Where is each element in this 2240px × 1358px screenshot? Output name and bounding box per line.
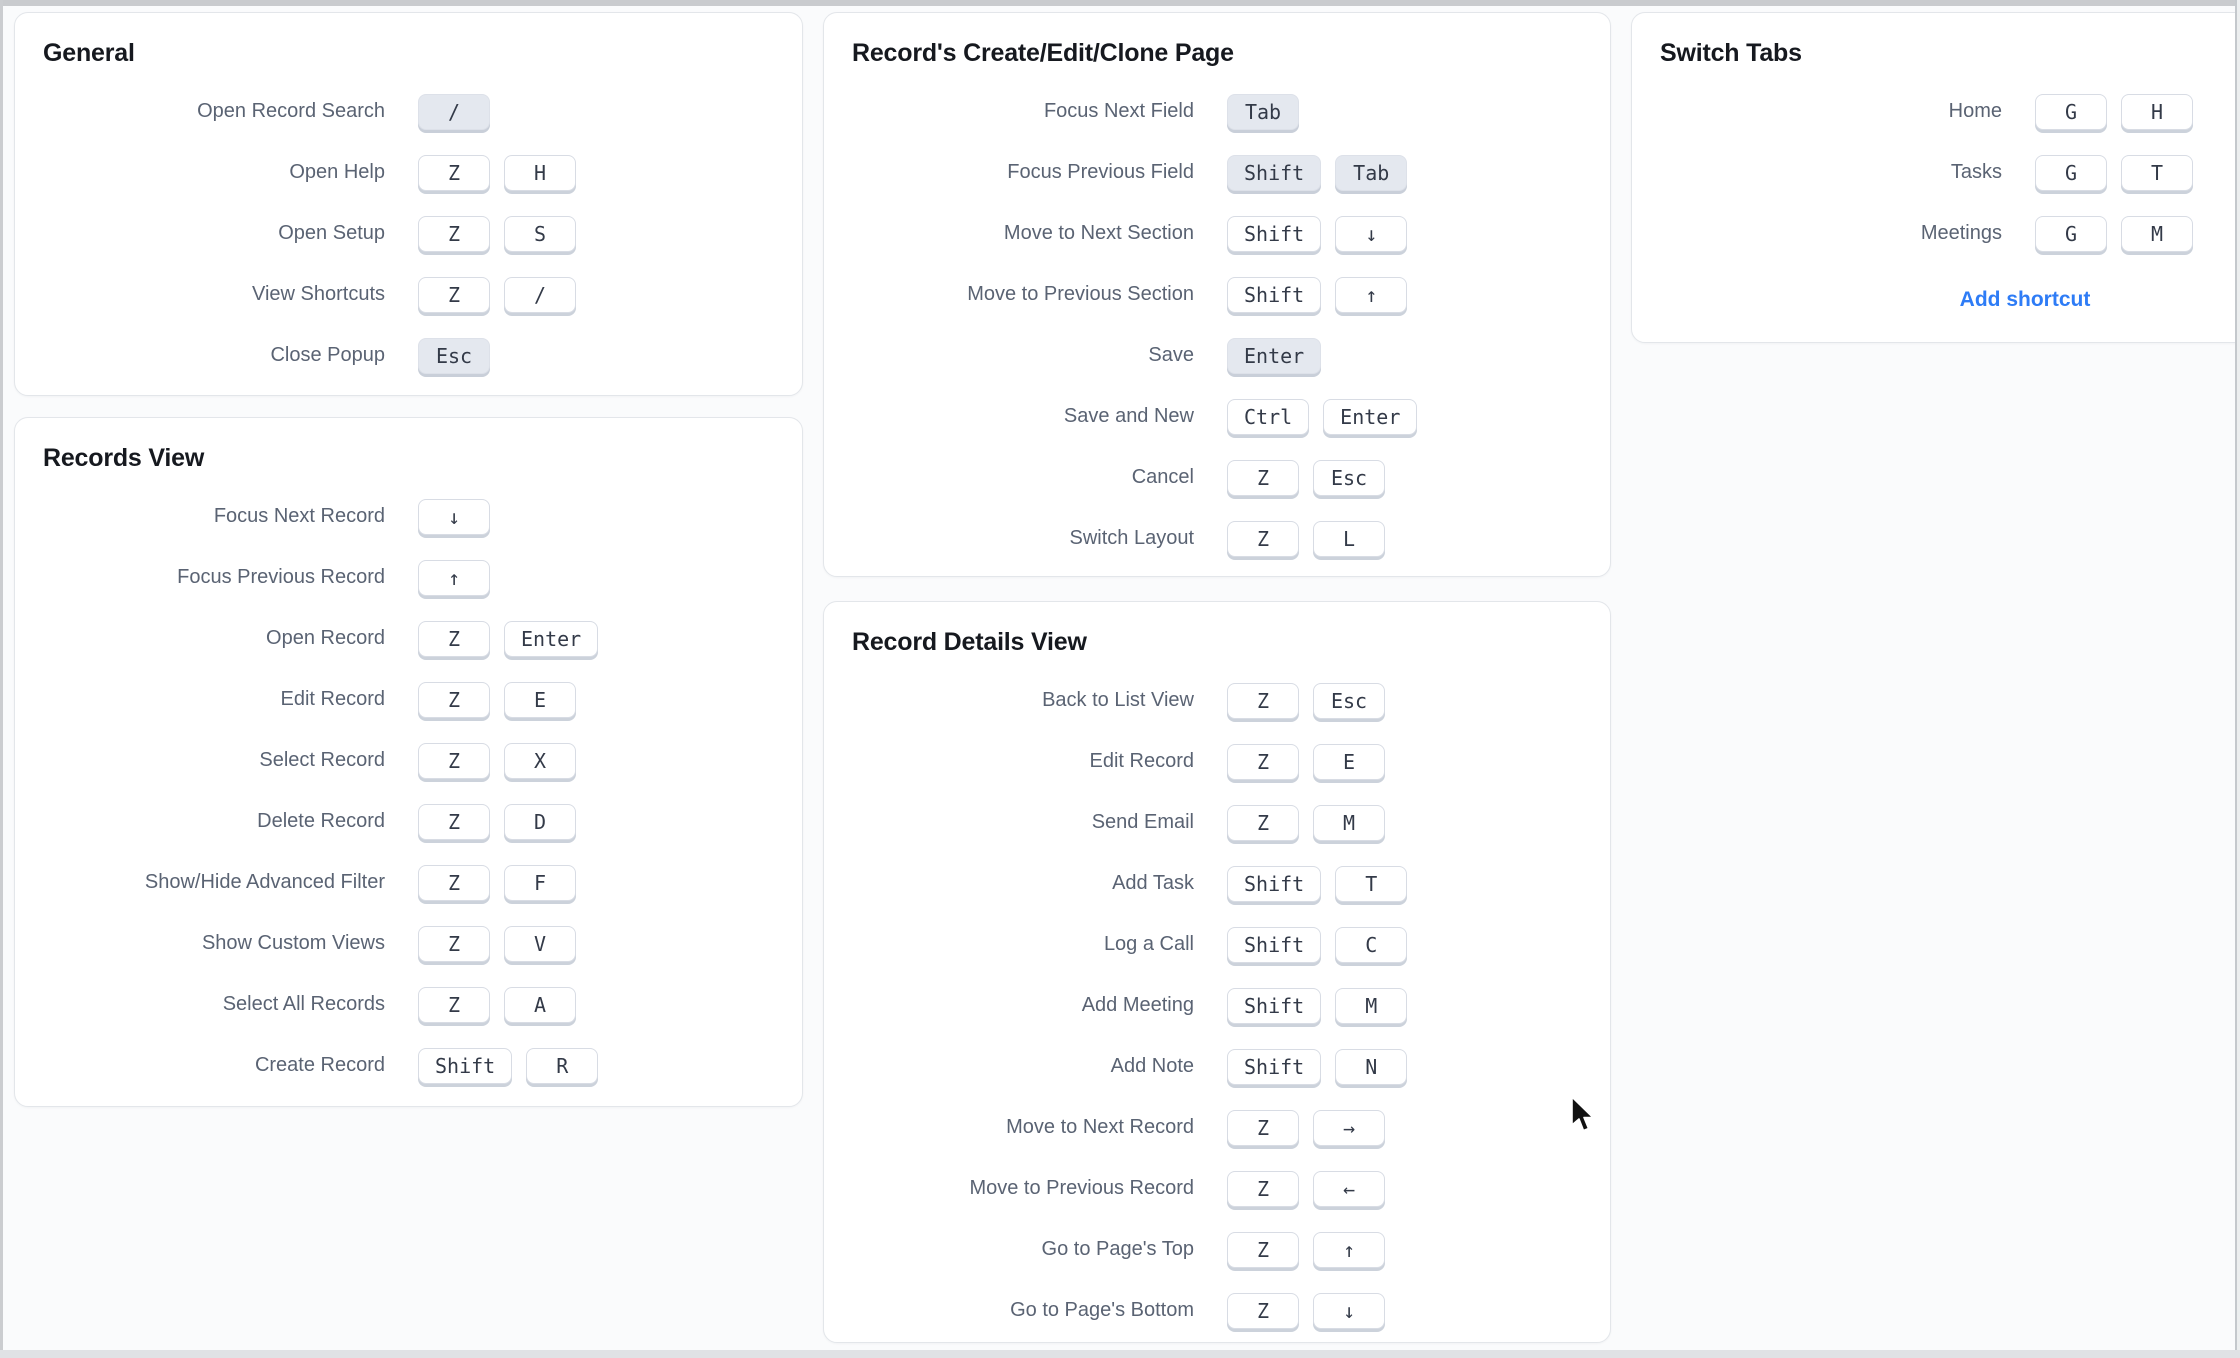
z-key: Z [1227,805,1299,841]
r-key: R [526,1048,598,1084]
shortcut-keys [418,94,490,130]
shortcut-keys [418,743,576,779]
slash-key: / [418,94,490,130]
shift-key: Shift [1227,216,1321,252]
mouse-cursor-icon [1570,1096,1596,1134]
shortcut-label: Move to Next Record [1006,1116,1194,1138]
shortcut-row-records-view-1 [43,547,774,608]
z-key: Z [418,216,490,252]
z-key: Z [1227,1232,1299,1268]
shortcut-row-general-2 [43,203,774,264]
e-key: E [1313,744,1385,780]
esc-key: Esc [1313,460,1385,496]
s-key: S [504,216,576,252]
shortcut-label: Cancel [1131,466,1194,488]
shortcut-row-records-view-2 [43,608,774,669]
g-key: G [2035,155,2107,191]
shortcut-keys [418,155,576,191]
shortcut-row-record-create-edit-clone-2 [852,203,1582,264]
panel-record-create-edit-clone [823,12,1611,577]
shortcut-row-record-details-view-4 [852,914,1582,975]
shortcut-keys [1227,1049,1407,1085]
z-key: Z [418,621,490,657]
shortcut-label: Tasks [1950,161,2002,183]
shortcut-keys [1227,744,1385,780]
shortcut-label: Edit Record [1089,750,1194,772]
shortcut-row-switch-tabs-1 [1660,142,2240,203]
shortcut-row-record-details-view-0 [852,670,1582,731]
shortcut-keys [1227,1171,1385,1207]
h-key: H [2121,94,2193,130]
panel-title-record-details-view: Record Details View [852,628,1087,656]
shortcut-row-records-view-8 [43,974,774,1035]
shortcut-row-records-view-7 [43,913,774,974]
arrow-right-key: → [1313,1110,1385,1146]
shortcut-keys [2035,94,2193,130]
z-key: Z [418,804,490,840]
shortcut-keys [1227,277,1407,313]
t-key: T [2121,155,2193,191]
l-key: L [1313,521,1385,557]
slash-key: / [504,277,576,313]
shortcut-label: Show Custom Views [201,932,385,954]
shortcut-label: Switch Layout [1069,527,1194,549]
shortcut-row-record-details-view-9 [852,1219,1582,1280]
panel-title-general: General [43,39,135,67]
shortcut-row-record-create-edit-clone-3 [852,264,1582,325]
shortcut-keys [418,560,490,596]
c-key: C [1335,927,1407,963]
panel-switch-tabs [1631,12,2240,343]
shortcut-keys [418,804,576,840]
z-key: Z [1227,521,1299,557]
arrow-down-key: ↓ [1313,1293,1385,1329]
shortcut-keys [1227,1293,1385,1329]
shortcut-row-record-details-view-3 [852,853,1582,914]
shortcut-keys [418,499,490,535]
shortcut-label: Open Help [289,161,385,183]
shortcut-label: Open Record Search [197,100,385,122]
shortcut-keys [1227,927,1407,963]
x-key: X [504,743,576,779]
shortcut-label: Log a Call [1103,933,1194,955]
shortcut-row-records-view-6 [43,852,774,913]
z-key: Z [1227,1110,1299,1146]
m-key: M [2121,216,2193,252]
arrow-up-key: ↑ [1335,277,1407,313]
shortcut-row-switch-tabs-0 [1660,81,2240,142]
shortcut-row-record-details-view-5 [852,975,1582,1036]
z-key: Z [418,987,490,1023]
shortcut-label: Save and New [1063,405,1194,427]
shortcut-label: Open Record [266,627,385,649]
shortcut-label: Move to Next Section [1003,222,1194,244]
shortcut-label: Go to Page's Bottom [1010,1299,1194,1321]
shortcut-row-records-view-0 [43,486,774,547]
z-key: Z [1227,1171,1299,1207]
shortcut-label: Edit Record [280,688,385,710]
shortcut-keys [418,682,576,718]
window-edge-left [0,0,3,1358]
shortcut-keys [1227,866,1407,902]
tab-key: Tab [1227,94,1299,130]
m-key: M [1335,988,1407,1024]
shortcut-keys [1227,155,1407,191]
panel-records-view [14,417,803,1107]
shortcut-label: Back to List View [1042,689,1194,711]
add-shortcut-link[interactable]: Add shortcut [1959,288,2091,311]
shortcut-label: Add Note [1110,1055,1194,1077]
shortcut-label: Home [1948,100,2002,122]
shortcut-keys [1227,1110,1385,1146]
n-key: N [1335,1049,1407,1085]
d-key: D [504,804,576,840]
shortcut-keys [1227,988,1407,1024]
shortcut-keys [1227,1232,1385,1268]
shortcut-label: Focus Next Record [213,505,385,527]
window-edge-top [0,0,2240,6]
shortcut-keys [1227,216,1407,252]
shortcut-keys [418,987,576,1023]
g-key: G [2035,216,2107,252]
z-key: Z [1227,744,1299,780]
g-key: G [2035,94,2107,130]
e-key: E [504,682,576,718]
shortcut-label: Select Record [259,749,385,771]
arrow-up-key: ↑ [418,560,490,596]
shortcut-label: Add Task [1112,872,1194,894]
shortcut-label: Save [1148,344,1194,366]
shortcut-keys [1227,399,1417,435]
enter-key: Enter [504,621,598,657]
panel-record-details-view [823,601,1611,1343]
v-key: V [504,926,576,962]
window-edge-bottom [0,1350,2240,1358]
shortcut-label: Focus Next Field [1043,100,1194,122]
shortcut-keys [1227,521,1385,557]
shortcut-label: Meetings [1920,222,2002,244]
shift-key: Shift [418,1048,512,1084]
m-key: M [1313,805,1385,841]
z-key: Z [418,682,490,718]
shortcut-row-general-1 [43,142,774,203]
shortcut-row-record-details-view-6 [852,1036,1582,1097]
shortcut-label: Focus Previous Field [1007,161,1194,183]
shortcut-row-records-view-4 [43,730,774,791]
shortcut-row-record-details-view-7 [852,1097,1582,1158]
panel-title-switch-tabs: Switch Tabs [1660,39,1802,67]
shortcut-row-record-create-edit-clone-0 [852,81,1582,142]
shortcut-label: Go to Page's Top [1041,1238,1194,1260]
shortcut-keys [418,865,576,901]
shortcut-row-general-4 [43,325,774,386]
arrow-up-key: ↑ [1313,1232,1385,1268]
shift-key: Shift [1227,927,1321,963]
shortcut-keys [1227,805,1385,841]
shortcut-row-general-0 [43,81,774,142]
shortcut-label: Focus Previous Record [177,566,385,588]
shortcut-row-records-view-3 [43,669,774,730]
arrow-down-key: ↓ [1335,216,1407,252]
enter-key: Enter [1323,399,1417,435]
z-key: Z [1227,460,1299,496]
panel-title-records-view: Records View [43,444,205,472]
f-key: F [504,865,576,901]
shortcut-row-switch-tabs-2 [1660,203,2240,264]
z-key: Z [418,277,490,313]
shortcut-keys [418,926,576,962]
shortcut-keys [1227,338,1321,374]
shortcut-label: Move to Previous Record [969,1177,1194,1199]
z-key: Z [1227,1293,1299,1329]
enter-key: Enter [1227,338,1321,374]
h-key: H [504,155,576,191]
ctrl-key: Ctrl [1227,399,1309,435]
arrow-left-key: ← [1313,1171,1385,1207]
z-key: Z [418,743,490,779]
shortcut-row-records-view-9 [43,1035,774,1096]
esc-key: Esc [1313,683,1385,719]
panel-title-record-create-edit-clone: Record's Create/Edit/Clone Page [852,39,1234,67]
shortcut-row-records-view-5 [43,791,774,852]
shift-key: Shift [1227,155,1321,191]
shortcut-label: Close Popup [270,344,385,366]
shortcut-row-record-details-view-2 [852,792,1582,853]
shortcut-label: Create Record [254,1054,385,1076]
shortcut-row-record-details-view-8 [852,1158,1582,1219]
shortcut-label: Send Email [1091,811,1194,833]
z-key: Z [1227,683,1299,719]
shortcut-row-record-create-edit-clone-6 [852,447,1582,508]
shortcut-row-record-create-edit-clone-4 [852,325,1582,386]
shift-key: Shift [1227,988,1321,1024]
add-shortcut-row [1660,268,2240,332]
shortcut-row-record-details-view-1 [852,731,1582,792]
shift-key: Shift [1227,866,1321,902]
shortcut-row-record-create-edit-clone-1 [852,142,1582,203]
shift-key: Shift [1227,1049,1321,1085]
shortcut-keys [1227,94,1299,130]
shortcut-label: Add Meeting [1081,994,1194,1016]
shortcut-keys [2035,216,2193,252]
panel-general [14,12,803,396]
shortcut-label: Open Setup [278,222,385,244]
shortcut-keys [1227,683,1385,719]
a-key: A [504,987,576,1023]
shortcut-label: Select All Records [222,993,385,1015]
shortcut-label: View Shortcuts [251,283,385,305]
tab-key: Tab [1335,155,1407,191]
shortcut-keys [1227,460,1385,496]
shortcut-row-record-create-edit-clone-7 [852,508,1582,569]
z-key: Z [418,926,490,962]
shortcut-keys [418,1048,598,1084]
esc-key: Esc [418,338,490,374]
shortcut-keys [418,277,576,313]
arrow-down-key: ↓ [418,499,490,535]
shortcut-keys [2035,155,2193,191]
z-key: Z [418,865,490,901]
shortcut-keys [418,338,490,374]
shortcut-keys [418,216,576,252]
t-key: T [1335,866,1407,902]
shortcut-keys [418,621,598,657]
shortcut-row-record-details-view-10 [852,1280,1582,1341]
shortcut-label: Move to Previous Section [967,283,1194,305]
z-key: Z [418,155,490,191]
shortcut-row-general-3 [43,264,774,325]
shortcut-row-record-create-edit-clone-5 [852,386,1582,447]
shift-key: Shift [1227,277,1321,313]
shortcut-label: Show/Hide Advanced Filter [144,871,385,893]
shortcut-label: Delete Record [257,810,385,832]
